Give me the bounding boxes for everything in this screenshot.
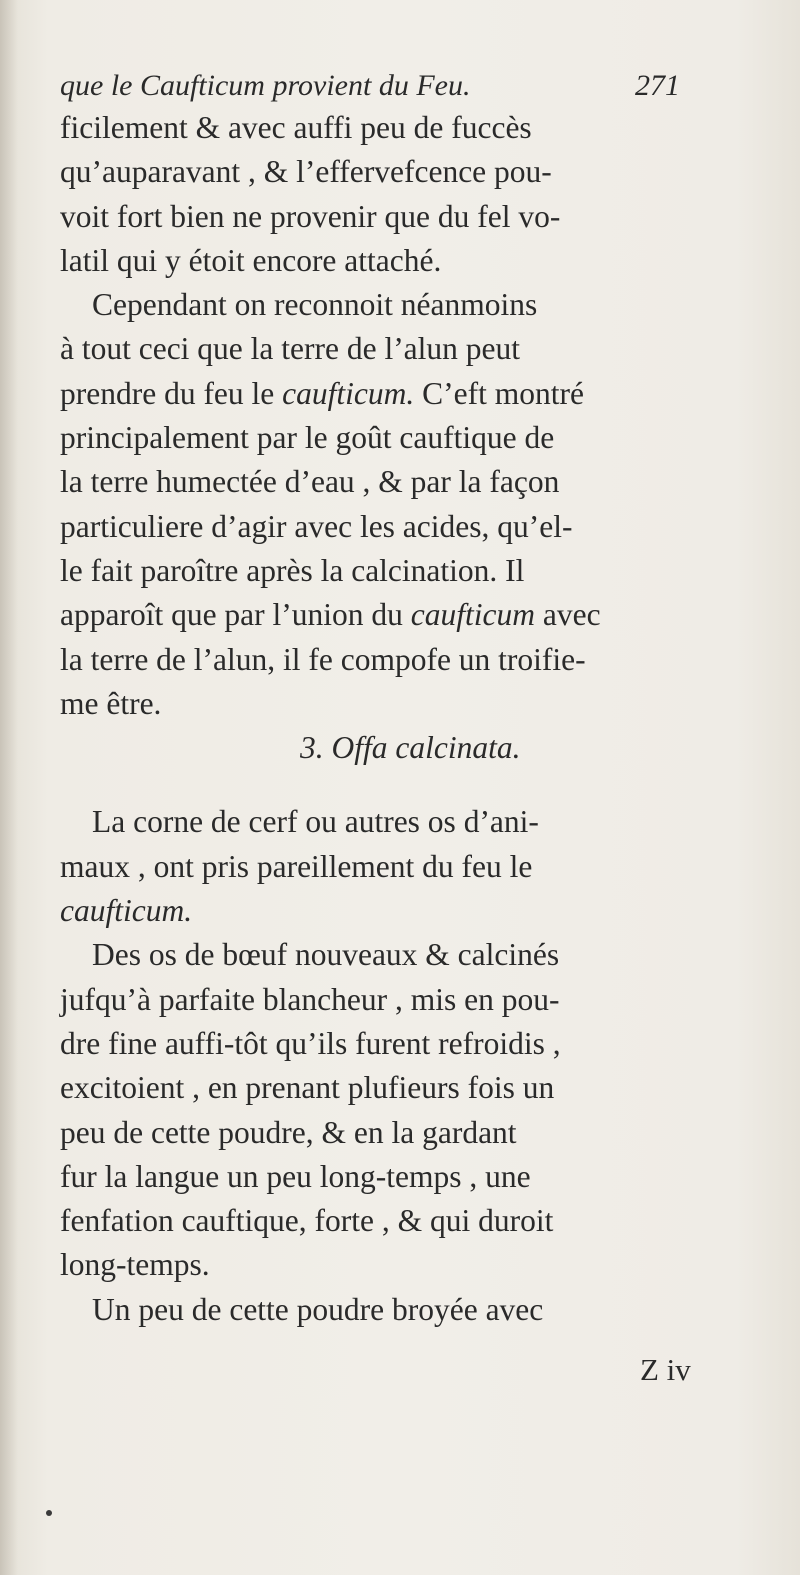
- text-line: principalement par le goût cauftique de: [60, 420, 555, 456]
- latin-term: caufticum.: [282, 375, 415, 411]
- text-line: la terre humectée d’eau , & par la façon: [60, 464, 560, 500]
- ink-spot: [46, 1510, 52, 1516]
- text-line: à tout ceci que la terre de l’alun peut: [60, 331, 521, 367]
- text-line: La corne de cerf ou autres os d’ani-: [92, 804, 539, 840]
- text-line: la terre de l’alun, il fe compofe un troifie-: [60, 641, 586, 677]
- text-line: fenfation cauftique, forte , & qui duroit: [60, 1203, 554, 1239]
- text-fragment: apparoît que par l’union du: [60, 597, 403, 633]
- section-title: Offa calcinata.: [331, 730, 521, 766]
- text-fragment: avec: [542, 597, 601, 633]
- text-line: Des os de bœuf nouveaux & calcinés: [92, 937, 560, 973]
- body-text: [60, 106, 760, 1332]
- text-line: Un peu de cette poudre broyée avec: [92, 1291, 544, 1327]
- text-line: voit fort bien ne provenir que du fel vo-: [60, 198, 561, 234]
- text-line: dre fine auffi-tôt qu’ils furent refroidis ,: [60, 1025, 561, 1061]
- text-line: ficilement & avec auffi peu de fuccès: [60, 110, 532, 145]
- text-line: latil qui y étoit encore attaché.: [60, 242, 442, 278]
- text-line: [60, 372, 760, 416]
- text-line: qu’auparavant , & l’effervefcence pou-: [60, 154, 552, 190]
- text-line: particuliere d’agir avec les acides, qu’el-: [60, 508, 573, 544]
- text-line: le fait paroître après la calcination. Il: [60, 552, 525, 588]
- text-line: fur la langue un peu long-temps , une: [60, 1158, 531, 1194]
- text-line: jufqu’à parfaite blancheur , mis en pou-: [60, 981, 560, 1017]
- latin-term: caufticum.: [60, 893, 193, 929]
- text-line: [60, 593, 760, 637]
- text-line: maux , ont pris pareillement du feu le: [60, 848, 533, 884]
- text-line: excitoient , en prenant plufieurs fois un: [60, 1070, 555, 1106]
- latin-term: caufticum: [410, 597, 535, 633]
- text-fragment: prendre du feu le: [60, 375, 275, 411]
- section-heading: [60, 726, 760, 770]
- gutter-shadow: [0, 0, 18, 1575]
- text-line: me être.: [60, 685, 162, 721]
- running-head: [60, 66, 750, 106]
- section-number: 3.: [300, 730, 324, 766]
- text-line: Cependant on reconnoit néanmoins: [92, 287, 538, 323]
- text-line: long-temps.: [60, 1247, 210, 1283]
- running-head-title: que le Caufticum provient du Feu.: [60, 69, 471, 102]
- page-number: 271: [635, 69, 680, 102]
- text-line: peu de cette poudre, & en la gardant: [60, 1114, 517, 1150]
- signature-mark: Z iv: [640, 1352, 691, 1387]
- spacer: [60, 770, 760, 800]
- text-fragment: C’eft montré: [422, 375, 584, 411]
